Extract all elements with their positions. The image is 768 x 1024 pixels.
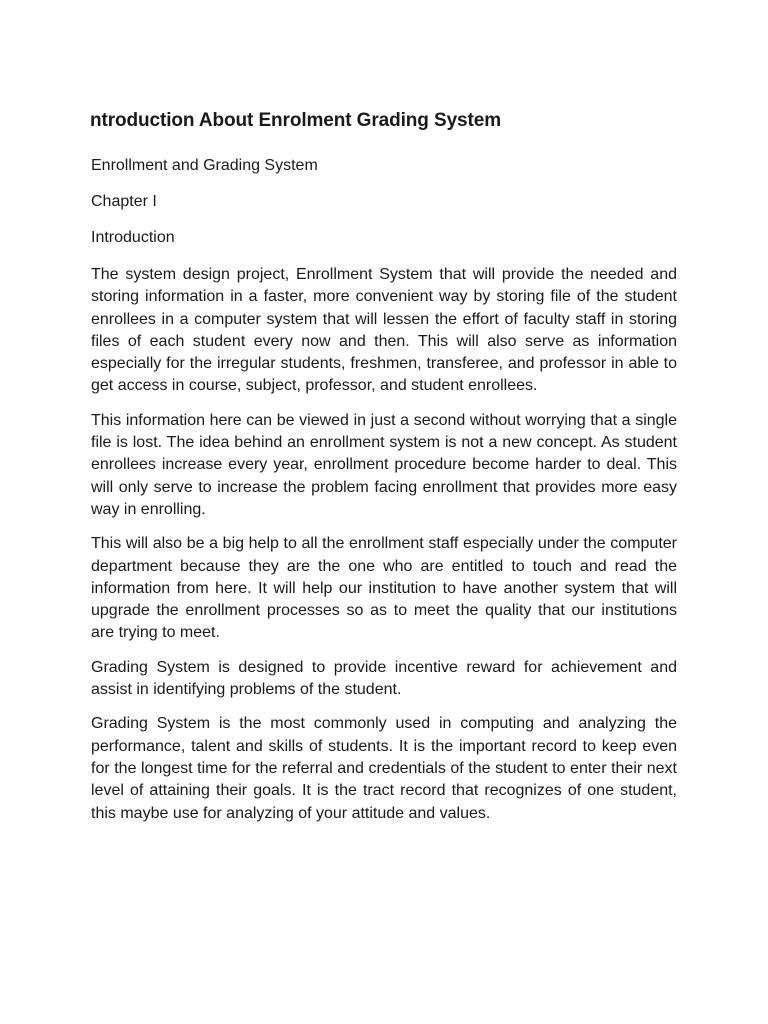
chapter-heading: Chapter I (91, 193, 157, 210)
paragraph: Grading System is designed to provide incentive reward for achievement and assist in identifying problems of the student. (91, 658, 677, 699)
document-title: ntroduction About Enrolment Grading System (90, 110, 501, 131)
document-subtitle: Enrollment and Grading System (91, 157, 318, 174)
document-page (91, 108, 677, 837)
paragraph: This will also be a big help to all the enrollment staff especially under the computer department because they are the one who are entitled to touch and read the information from here. It will help our institution to have another system that will upgrade the enrollment processes so as to meet the quality that our institutions are trying to meet. (91, 535, 677, 642)
paragraph: Grading System is the most commonly used in computing and analyzing the performance, talent and skills of students. It is the important record to keep even for the longest time for the referral and credentials of the student to enter their next level of attaining their goals. It is the tract record that recognizes of one student, this maybe use for analyzing of your attitude and values. (91, 715, 677, 822)
paragraph: This information here can be viewed in just a second without worrying that a single file is lost. The idea behind an enrollment system is not a new concept. As student enrollees increase every year, enrollment procedure become harder to deal. This will only serve to increase the problem facing enrollment that provides more easy way in enrolling. (91, 411, 677, 518)
paragraph: The system design project, Enrollment System that will provide the needed and storing information in a faster, more convenient way by storing file of the student enrollees in a computer system that will lessen the effort of faculty staff in storing files of each student every now and then. This will also serve as information especially for the irregular students, freshmen, transferee, and professor in able to get access in course, subject, professor, and student enrollees. (91, 266, 677, 395)
section-heading: Introduction (91, 229, 175, 246)
